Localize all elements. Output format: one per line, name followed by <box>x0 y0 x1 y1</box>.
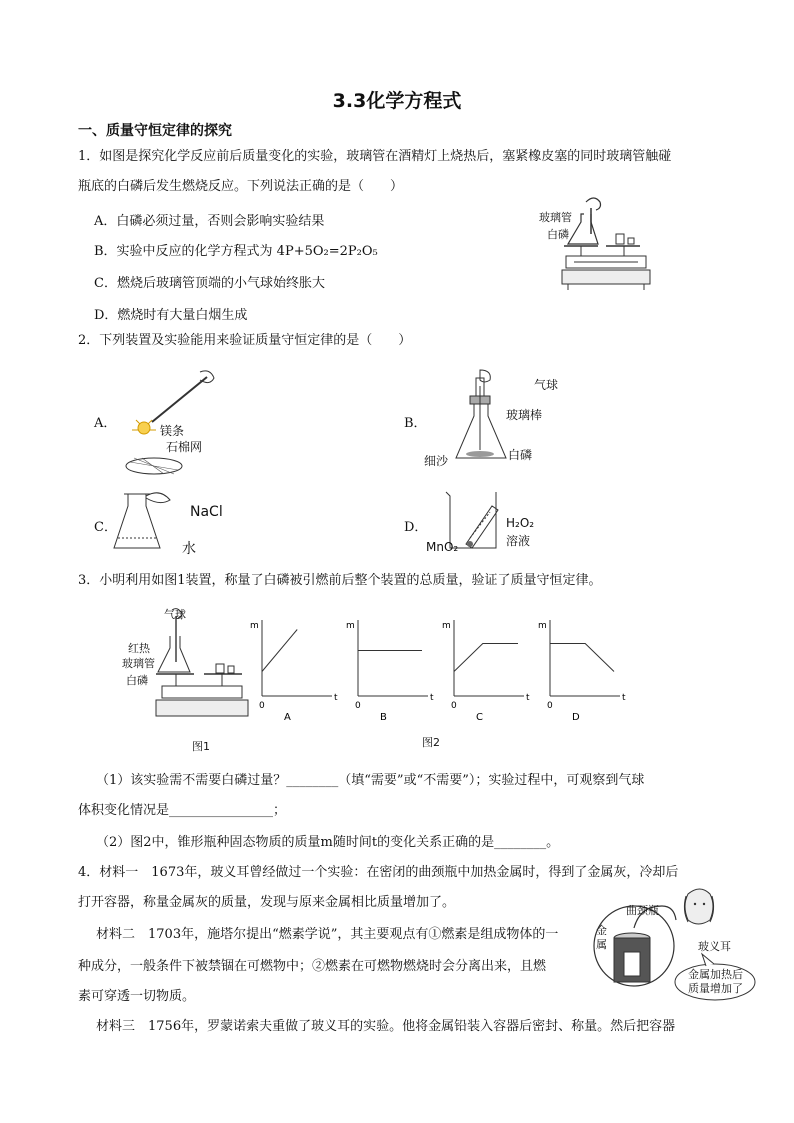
q3-fig1-label-red-hot: 红热 <box>128 642 150 655</box>
q2-b-label-balloon: 气球 <box>534 378 559 392</box>
section-heading: 一、质量守恒定律的探究 <box>78 123 232 139</box>
q3-sub1-line2: 体积变化情况是________________； <box>78 803 287 818</box>
q4-line4: 种成分，一般条件下被禁锢在可燃物中；②燃素在可燃物燃烧时会分离出来，且燃 <box>78 959 547 974</box>
graph-C-line <box>454 644 518 672</box>
graph-A-origin: 0 <box>259 701 265 711</box>
q2-a-label-mesh: 石棉网 <box>166 440 203 454</box>
q1-stem-line2: 瓶底的白磷后发生燃烧反应。下列说法正确的是（ ） <box>78 179 404 194</box>
q4-line3: 材料二 1703年，施塔尔提出“燃素学说”，其主要观点有①燃素是组成物体的一 <box>96 927 559 942</box>
q1-label-tube: 玻璃管 <box>539 211 572 224</box>
q4-bubble-line2: 质量增加了 <box>688 982 743 995</box>
q3-stem: 3．小明利用如图1装置，称量了白磷被引燃前后整个装置的总质量，验证了质量守恒定律。 <box>78 573 602 588</box>
graph-B-y-label: m <box>346 621 355 631</box>
q2-option-b-letter: B． <box>404 416 427 431</box>
q1-option-d: D．燃烧时有大量白烟生成 <box>94 308 248 323</box>
q1-option-b: B．实验中反应的化学方程式为 4P+5O₂=2P₂O₅ <box>94 244 378 259</box>
q4-line6: 材料三 1756年，罗蒙诺索夫重做了玻义耳的实验。他将金属铅装入容器后密封、称量。然后把容器 <box>96 1019 676 1034</box>
q2-c-label-water: 水 <box>182 541 196 557</box>
q2-b-label-phosphorus: 白磷 <box>508 448 533 462</box>
q4-label-flask: 曲颈瓶 <box>626 904 659 917</box>
q1-stem-line1: 1．如图是探究化学反应前后质量变化的实验，玻璃管在酒精灯上烧热后，塞紧橡皮塞的同时玻璃管触碰 <box>78 149 672 164</box>
q3-fig1-label-phosphorus: 白磷 <box>126 674 148 687</box>
graph-B-letter: B <box>380 712 387 723</box>
q3-fig2-caption: 图2 <box>422 736 440 749</box>
graph-A-line <box>262 630 297 672</box>
q3-fig1-balance <box>150 606 250 728</box>
q2-stem: 2．下列装置及实验能用来验证质量守恒定律的是（ ） <box>78 333 412 348</box>
graph-D-line <box>550 644 614 672</box>
q1-option-a: A．白磷必须过量，否则会影响实验结果 <box>94 214 325 229</box>
q1-option-c: C．燃烧后玻璃管顶端的小气球始终胀大 <box>94 276 325 291</box>
q4-label-boyle: 玻义耳 <box>698 940 731 953</box>
q3-sub2: （2）图2中，锥形瓶种固态物质的质量m随时间t的变化关系正确的是________。 <box>96 835 560 850</box>
graph-C-x-label: t <box>526 693 530 703</box>
graph-D-y-label: m <box>538 621 547 631</box>
q1-label-phosphorus: 白磷 <box>547 228 569 241</box>
graph-C-y-label: m <box>442 621 451 631</box>
q3-fig2-graphs <box>240 614 626 724</box>
q2-a-figure <box>112 362 222 477</box>
q2-b-figure <box>440 366 510 466</box>
q3-sub1-line1: （1）该实验需不需要白磷过量？________（填“需要”或“不需要”）；实验过程中，可观察到气球 <box>96 773 645 788</box>
graph-B-origin: 0 <box>355 701 361 711</box>
q2-option-d-letter: D． <box>404 520 428 535</box>
q2-b-label-sand: 细沙 <box>424 454 449 468</box>
graph-A-y-label: m <box>250 621 259 631</box>
q4-boyle-figure <box>590 884 765 1016</box>
graph-A-letter: A <box>284 712 291 723</box>
q2-d-label-mno2: MnO₂ <box>426 540 459 554</box>
q4-line2: 打开容器，称量金属灰的质量，发现与原来金属相比质量增加了。 <box>78 895 456 910</box>
page-title: 3.3化学方程式 <box>332 90 462 112</box>
q2-d-label-h2o2: H₂O₂ <box>506 516 535 530</box>
q4-label-metal1: 金 <box>596 924 607 937</box>
q4-label-metal2: 属 <box>596 938 607 951</box>
q3-fig1-label-balloon: 气球 <box>164 608 186 621</box>
q2-option-a-letter: A． <box>94 416 117 431</box>
graph-D-x-label: t <box>622 693 626 703</box>
q2-b-label-rod: 玻璃棒 <box>506 408 543 422</box>
q2-a-label-mg: 镁条 <box>160 424 185 438</box>
q4-bubble-line1: 金属加热后 <box>688 968 743 981</box>
q4-line5: 素可穿透一切物质。 <box>78 989 196 1004</box>
graph-B-x-label: t <box>430 693 434 703</box>
graph-C-letter: C <box>476 712 483 723</box>
q3-fig1-caption: 图1 <box>192 740 210 753</box>
q2-c-label-nacl: NaCl <box>190 504 223 520</box>
graph-A-x-label: t <box>334 693 338 703</box>
q3-fig1-label-tube: 玻璃管 <box>122 657 155 670</box>
q2-c-figure <box>110 488 190 558</box>
q4-line1: 4．材料一 1673年，玻义耳曾经做过一个实验：在密闭的曲颈瓶中加热金属时，得到了金属灰，冷却后 <box>78 865 679 880</box>
graph-D-origin: 0 <box>547 701 553 711</box>
graph-D-letter: D <box>572 712 580 723</box>
q2-d-label-solution: 溶液 <box>506 534 531 548</box>
q2-option-c-letter: C． <box>94 520 117 535</box>
graph-C-origin: 0 <box>451 701 457 711</box>
